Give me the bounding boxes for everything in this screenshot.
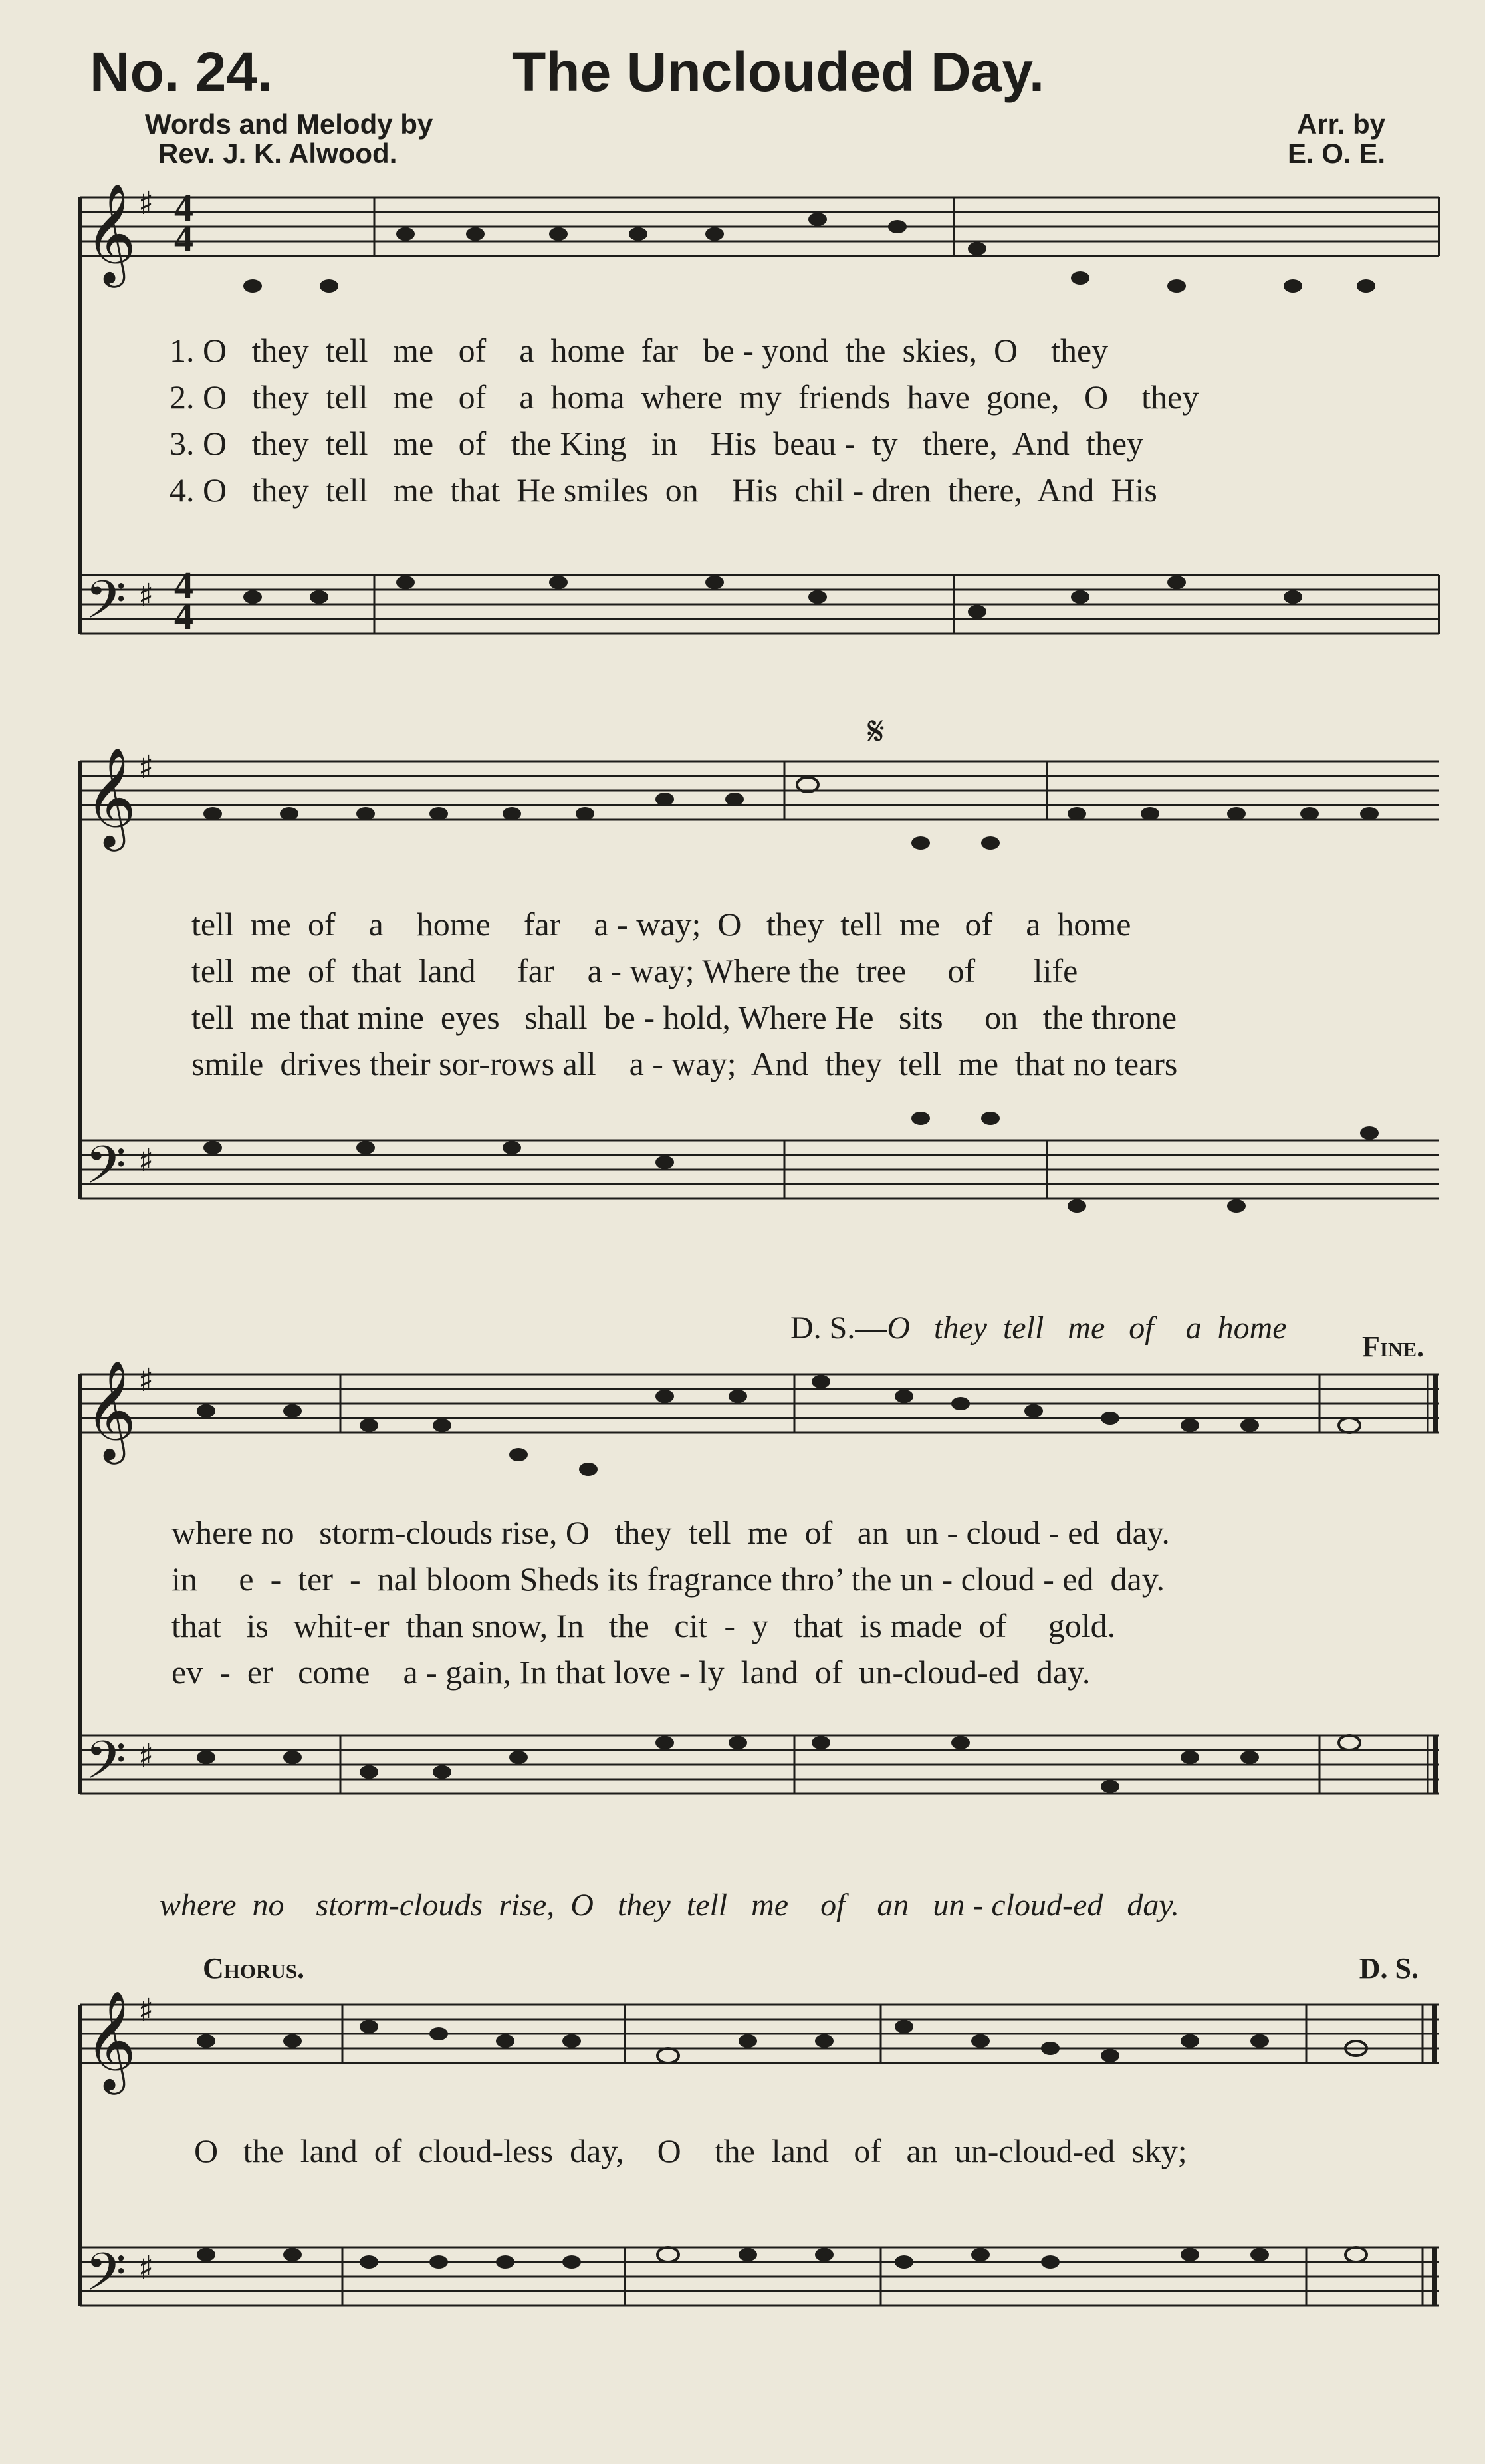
time-signature-treble <box>174 186 193 260</box>
sharp-icon: ♯ <box>138 1142 154 1179</box>
treble-clef-icon: 𝄞 <box>85 182 136 283</box>
verse3-line: tell me that mine eyes shall be - hold, Where He sits on the throne <box>191 999 1177 1036</box>
verse4-line: smile drives their sor-rows all a - way; And they tell me that no tears <box>191 1045 1178 1082</box>
system1-lyrics <box>170 327 1199 513</box>
verse2-line: in e - ter - nal bloom Sheds its fragrance thro’ the un - cloud - ed day. <box>171 1560 1165 1598</box>
treble-clef-icon: 𝄞 <box>85 1989 136 2090</box>
chorus-label: Chorus. <box>203 1952 305 1985</box>
treble-clef-icon: 𝄞 <box>85 746 136 847</box>
verse3-line: 3. O they tell me of the King in His beau - ty there, And they <box>170 425 1144 462</box>
verse3-line: that is whit-er than snow, In the cit - y that is made of gold. <box>171 1607 1116 1644</box>
system3-treble-staff <box>80 1374 1439 1433</box>
segno-icon: 𝄋 <box>867 708 885 755</box>
ds-instruction <box>774 1273 1287 1346</box>
words-credit-line1: Words and Melody by <box>145 108 433 140</box>
words-credit-line2: Rev. J. K. Alwood. <box>158 138 398 169</box>
verse4-line: 4. O they tell me that He smiles on His chil - dren there, And His <box>170 471 1157 509</box>
verse4-line: ev - er come a - gain, In that love - ly land of un-cloud-ed day. <box>171 1654 1091 1691</box>
time-signature-bass <box>174 564 193 638</box>
time-sig-bottom: 4 <box>174 217 193 260</box>
refrain-italic-line: where no storm-clouds rise, O they tell me of an un - cloud-ed day. <box>160 1888 1179 1923</box>
verse2-line: tell me of that land far a - way; Where the tree of life <box>191 952 1078 989</box>
arr-credit-line1: Arr. by <box>1296 108 1385 140</box>
sharp-icon: ♯ <box>138 2249 154 2286</box>
verse1-line: tell me of a home far a - way; O they tell me of a home <box>191 906 1131 943</box>
system4-treble-staff <box>80 2005 1439 2063</box>
time-sig-top: 4 <box>174 186 193 229</box>
treble-clef-icon: 𝄞 <box>85 1359 136 1460</box>
verse1-line: where no storm-clouds rise, O they tell me of an un - cloud - ed day. <box>171 1514 1170 1551</box>
system1-treble-staff <box>80 197 1439 260</box>
fine-marking: Fine. <box>1361 1330 1424 1363</box>
sharp-icon: ♯ <box>138 185 154 222</box>
sharp-icon: ♯ <box>138 1362 154 1399</box>
bass-clef-icon: 𝄢 <box>85 1729 126 1804</box>
system4-lyrics <box>194 2128 1187 2174</box>
time-sig-top: 4 <box>174 564 193 607</box>
hymn-title: The Unclouded Day. <box>512 41 1045 103</box>
bass-clef-icon: 𝄢 <box>85 569 126 644</box>
note-heads <box>197 213 1379 2269</box>
chorus-line: O the land of cloud-less day, O the land of an un-cloud-ed sky; <box>194 2132 1187 2169</box>
ds-italic-text: O they tell me of a home <box>887 1310 1287 1346</box>
sharp-icon: ♯ <box>138 1737 154 1775</box>
verse2-line: 2. O they tell me of a homa where my friends have gone, O they <box>170 378 1199 416</box>
system3-lyrics <box>171 1509 1170 1695</box>
system2-lyrics <box>191 901 1177 1087</box>
hymn-number: No. 24. <box>90 41 273 103</box>
sharp-icon: ♯ <box>138 577 154 614</box>
system3-bass-staff <box>80 1735 1439 1794</box>
system2-bass-staff <box>80 1140 1439 1199</box>
time-sig-bottom: 4 <box>174 594 193 638</box>
bass-clef-icon: 𝄢 <box>85 2241 126 2316</box>
verse1-line: 1. O they tell me of a home far be - yond the skies, O they <box>170 332 1109 369</box>
arr-credit-line2: E. O. E. <box>1287 138 1385 169</box>
bass-clef-icon: 𝄢 <box>85 1134 126 1209</box>
system1-bass-staff <box>80 575 1439 638</box>
sharp-icon: ♯ <box>138 1992 154 2029</box>
ds-label: D. S.— <box>790 1310 887 1346</box>
ds-label-end: D. S. <box>1359 1952 1419 1985</box>
sharp-icon: ♯ <box>138 749 154 786</box>
